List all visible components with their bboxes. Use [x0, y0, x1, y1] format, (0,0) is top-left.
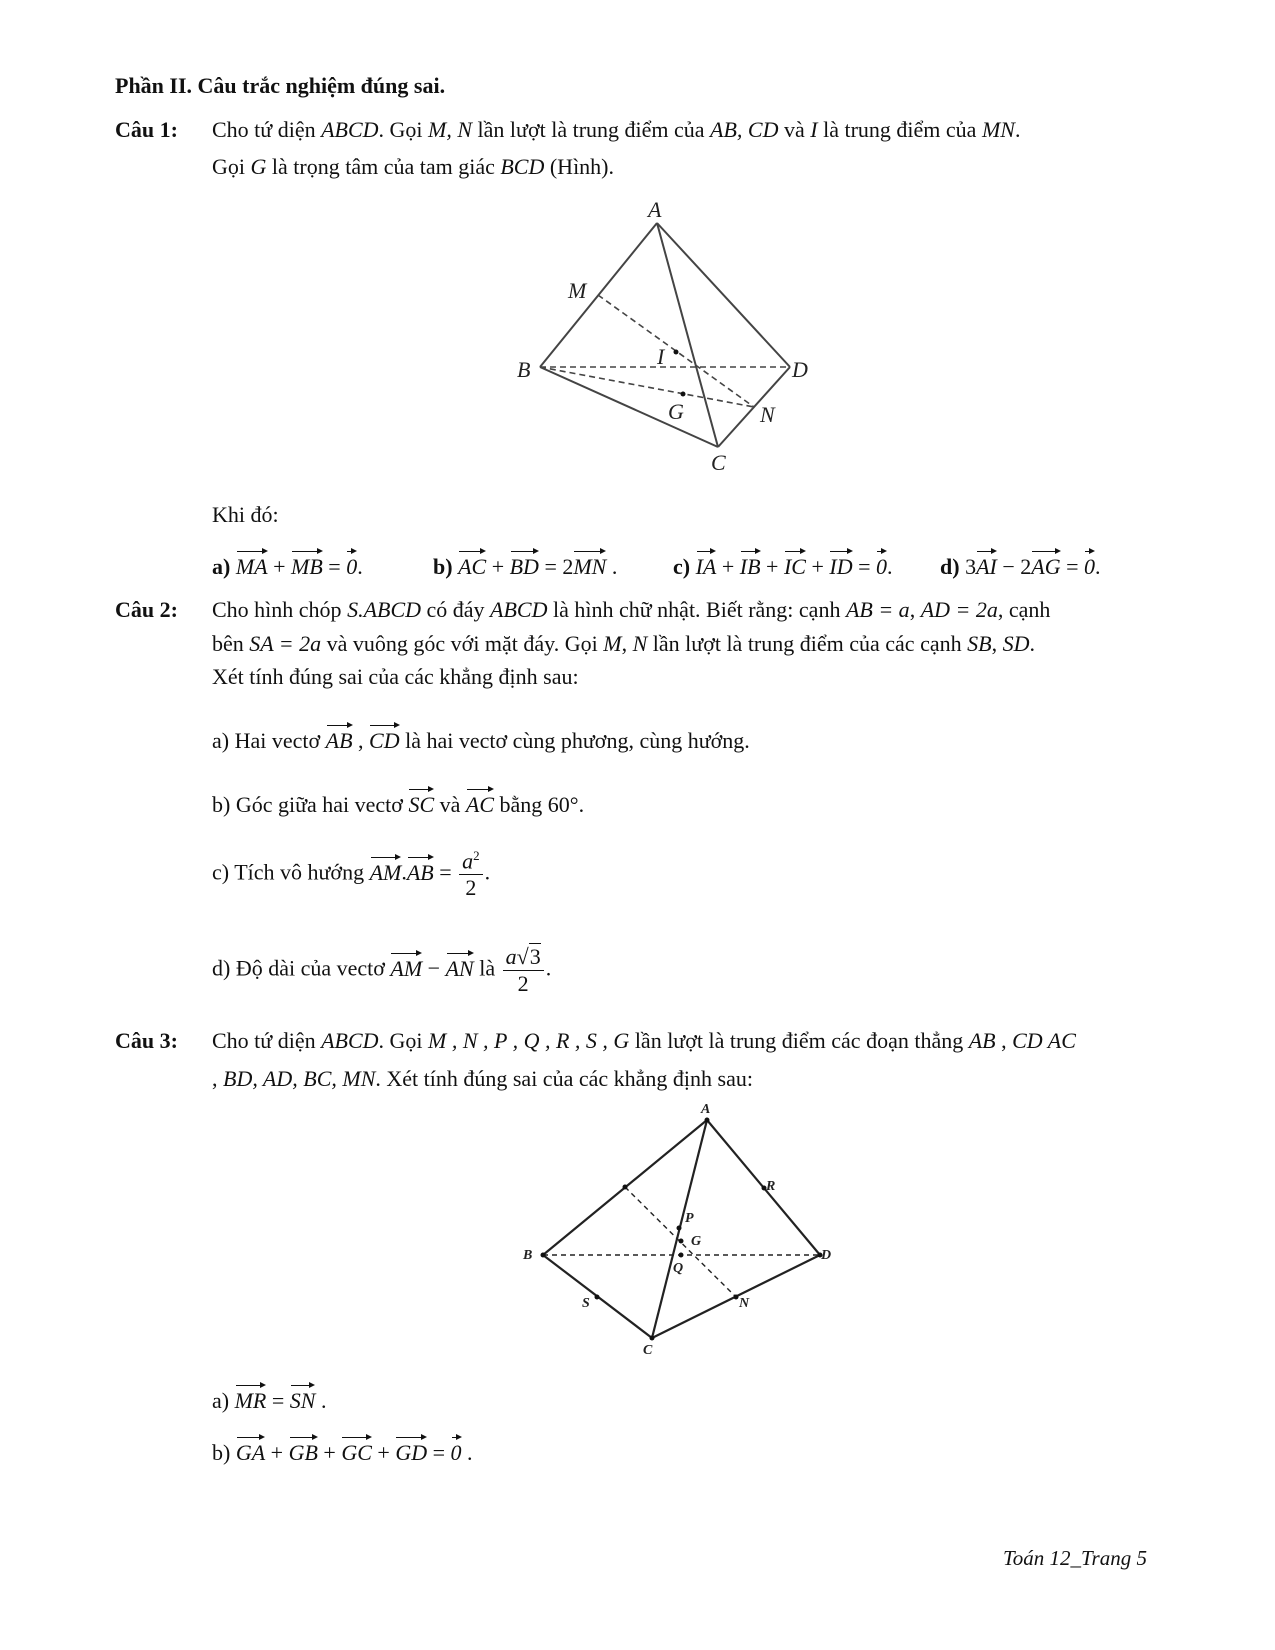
svg-text:D: D — [792, 357, 808, 382]
q1-option-a: a) MA + MB = 0. — [212, 548, 363, 580]
svg-text:N: N — [760, 402, 775, 427]
page-footer: Toán 12_Trang 5 — [1003, 1546, 1147, 1570]
q2-label: Câu 2: — [115, 597, 178, 622]
q1-line2: Gọi G là trọng tâm của tam giác BCD (Hình). — [212, 154, 615, 179]
svg-text:B: B — [523, 1248, 533, 1263]
point-i — [674, 350, 679, 355]
svg-text:R: R — [766, 1179, 776, 1194]
svg-text:A: A — [648, 197, 662, 222]
svg-text:I: I — [657, 344, 665, 369]
q3-statement-b: b) GA + GB + GC + GD = 0 . — [212, 1434, 473, 1466]
svg-text:B: B — [517, 357, 531, 382]
edge-bc — [540, 367, 718, 447]
svg-text:G: G — [668, 399, 684, 424]
q2-statement-b: b) Góc giữa hai vectơ SC và AC bằng 60°. — [212, 786, 584, 818]
q3-statement-a: a) MR = SN . — [212, 1382, 326, 1414]
section-title: Phần II. Câu trắc nghiệm đúng sai. — [115, 73, 446, 98]
q2-statement-a: a) Hai vectơ AB , CD là hai vectơ cùng phương, cùng hướng. — [212, 722, 750, 754]
svg-text:P: P — [685, 1211, 694, 1226]
q2-statement-d: d) Độ dài của vectơ AM − AN là $\frac{a√3}{2}$ . — [212, 944, 552, 996]
q3-line2: , BD, AD, BC, MN. Xét tính đúng sai của các khẳng định sau: — [212, 1066, 753, 1091]
q1-khi-do: Khi đó: — [212, 502, 279, 527]
q3-tetrahedron-figure — [515, 1100, 845, 1360]
q3-label: Câu 3: — [115, 1028, 178, 1053]
q1-label: Câu 1: — [115, 117, 178, 142]
point-g — [681, 392, 686, 397]
svg-text:C: C — [711, 450, 726, 475]
svg-text:D: D — [821, 1248, 832, 1263]
svg-text:C: C — [643, 1343, 653, 1358]
q3-line1: Cho tứ diện ABCD. Gọi M , N , P , Q , R , S , G lần lượt là trung điểm các đoạn thẳng AB , CD AC — [212, 1028, 1076, 1053]
q2-line2: bên SA = 2a và vuông góc với mặt đáy. Gọi M, N lần lượt là trung điểm của các cạnh SB, SD. — [212, 631, 1035, 656]
q1-tetrahedron-figure — [500, 195, 840, 480]
svg-text:S: S — [582, 1296, 590, 1311]
q1-option-d: d) 3AI − 2AG = 0. — [940, 548, 1101, 580]
q1-option-b: b) AC + BD = 2MN . — [433, 548, 617, 580]
segment-bn — [540, 367, 754, 407]
q2-statement-c: c) Tích vô hướng AM.AB = $\frac{a^2}{2}$ . — [212, 848, 491, 901]
svg-text:Q: Q — [673, 1261, 684, 1276]
svg-text:M: M — [568, 278, 587, 303]
q1-option-c: c) IA + IB + IC + ID = 0. — [673, 548, 893, 580]
q2-line1: Cho hình chóp S.ABCD có đáy ABCD là hình chữ nhật. Biết rằng: cạnh AB = a, AD = 2a, cạnh — [212, 597, 1051, 622]
svg-text:N: N — [739, 1296, 750, 1311]
svg-text:A: A — [701, 1102, 711, 1117]
q1-line1: Cho tứ diện ABCD. Gọi M, N lần lượt là trung điểm của AB, CD và I là trung điểm của MN. — [212, 117, 1021, 142]
q2-line3: Xét tính đúng sai của các khẳng định sau: — [212, 664, 579, 689]
svg-text:G: G — [691, 1234, 702, 1249]
